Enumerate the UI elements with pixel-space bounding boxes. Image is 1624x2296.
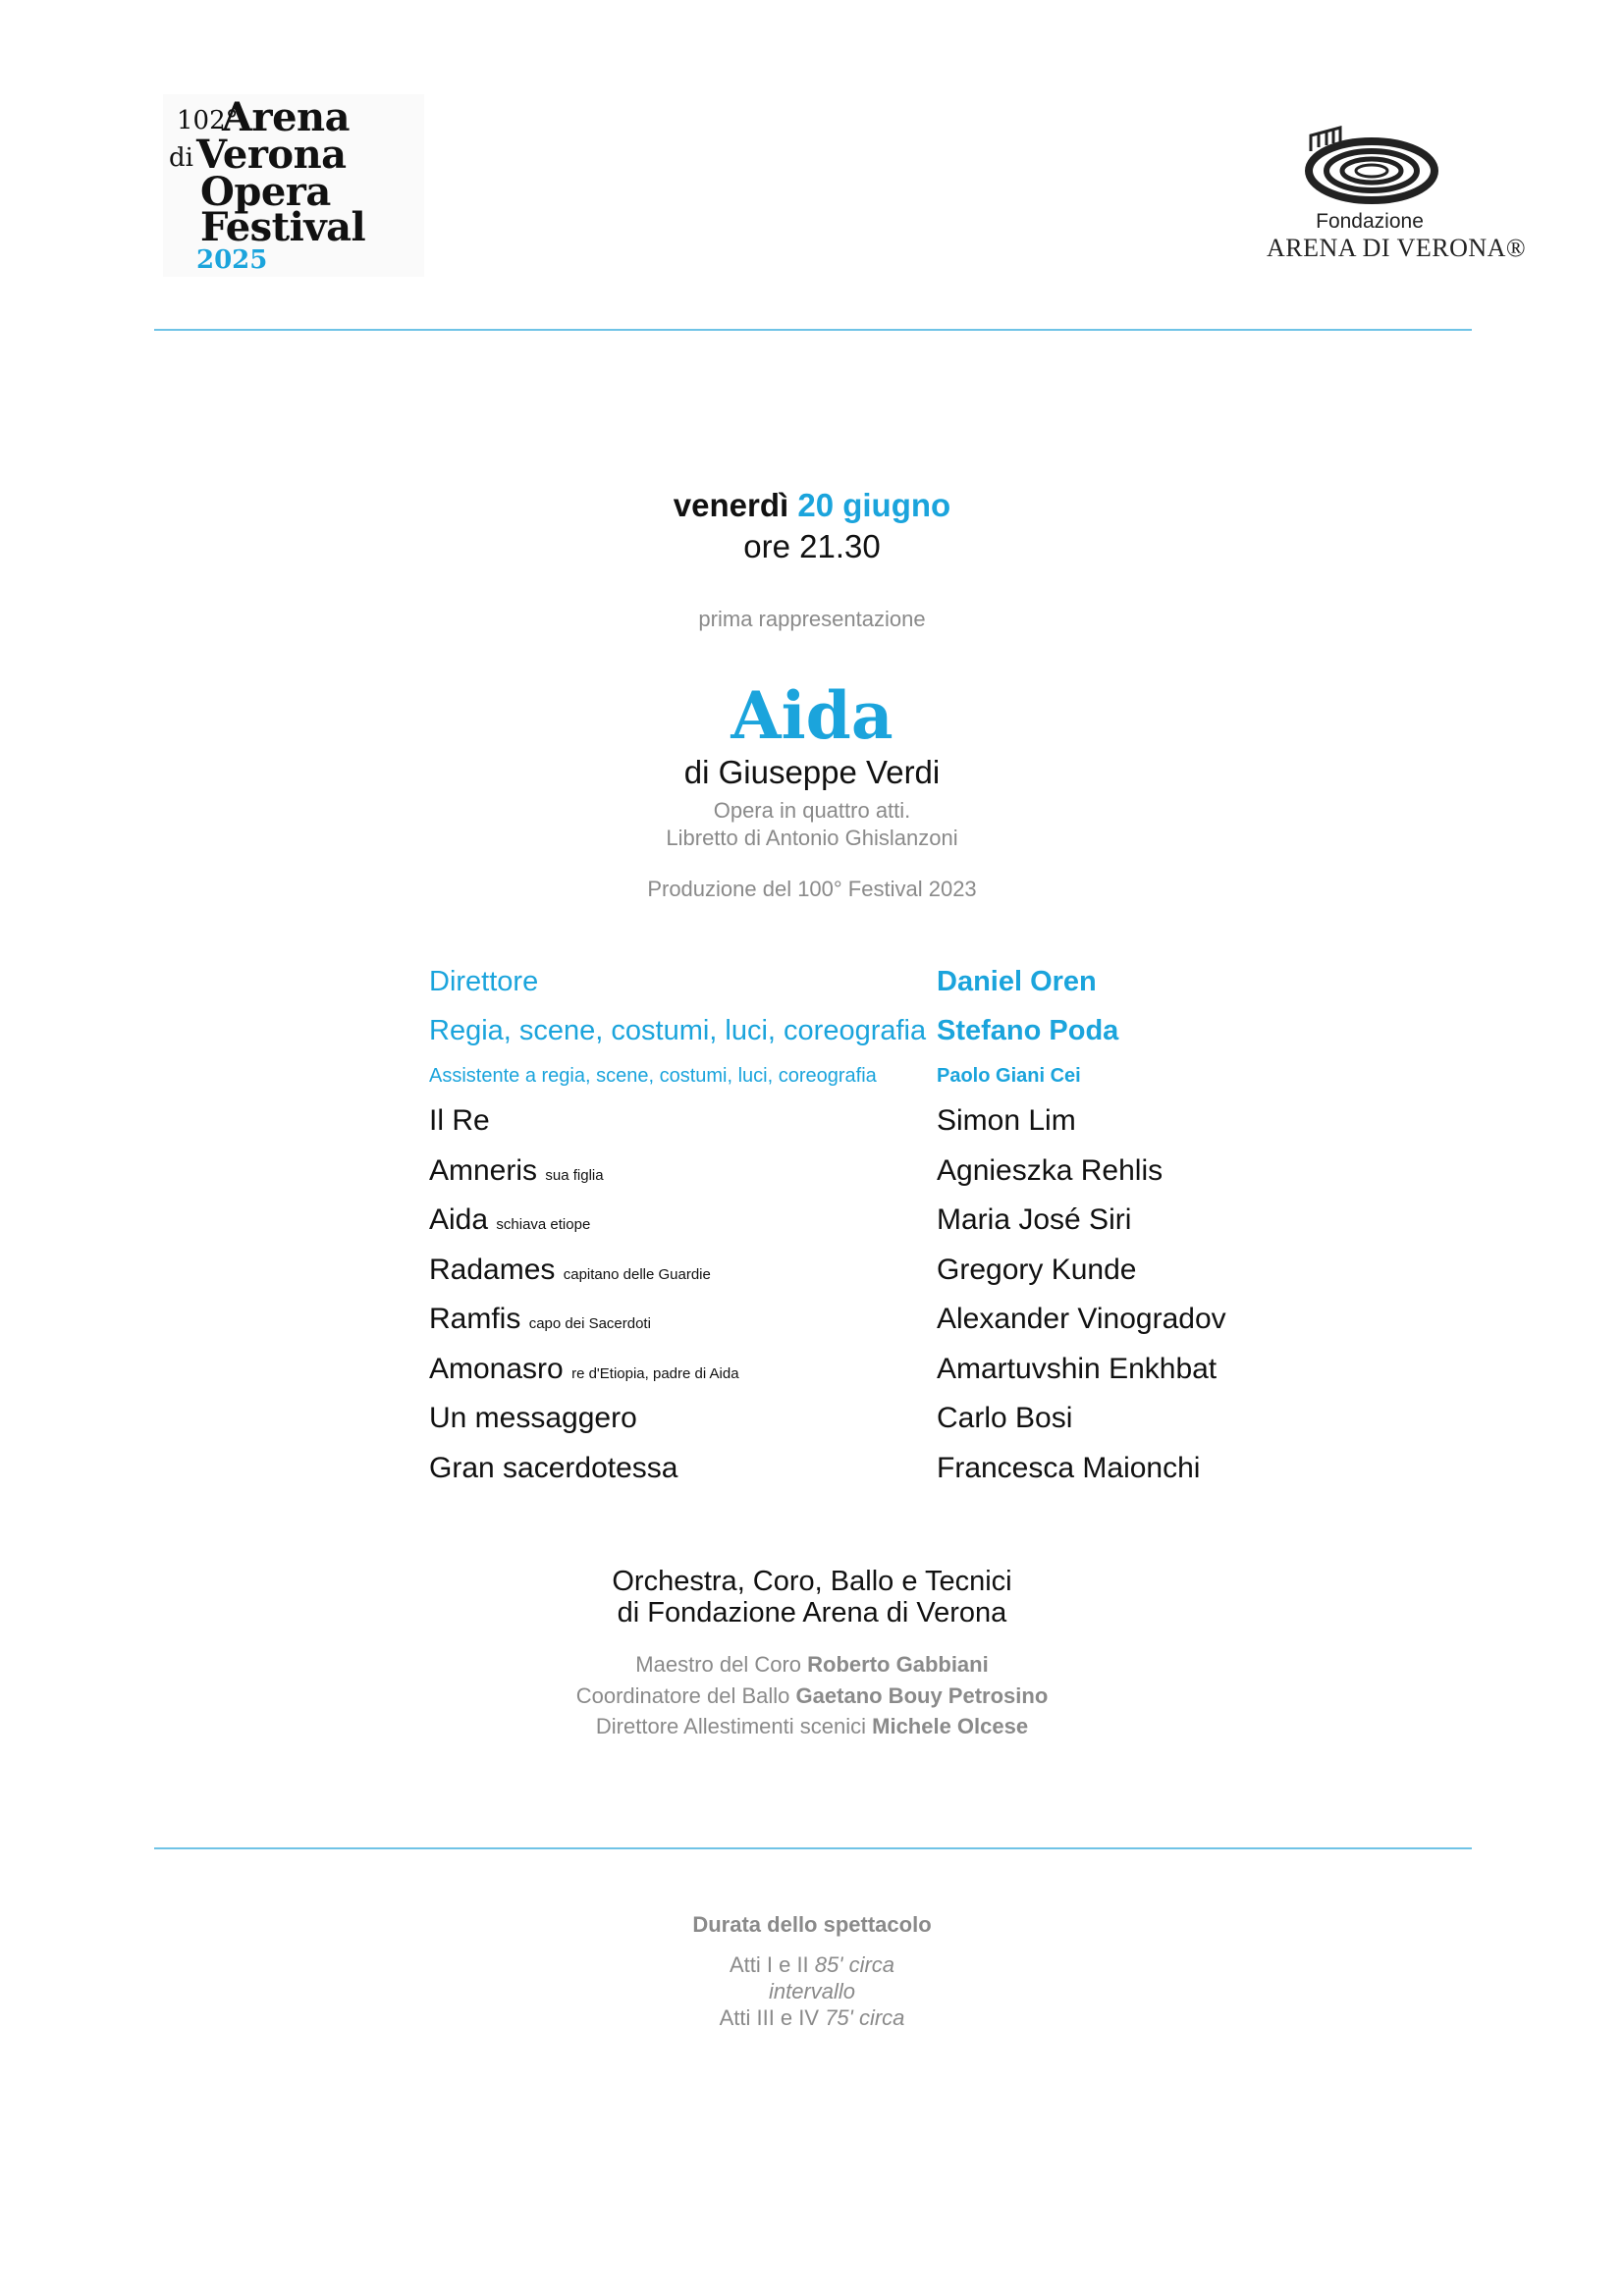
- cast-role-desc: schiava etiope: [496, 1216, 591, 1234]
- cast-name: Francesca Maionchi: [937, 1451, 1201, 1484]
- opera-composer: di Giuseppe Verdi: [683, 754, 941, 790]
- logo-word-verona: Verona: [196, 132, 347, 178]
- logo-word-arena: Arena: [222, 94, 351, 140]
- performance-time: ore 21.30: [743, 528, 881, 564]
- duration-part1: [0, 1951, 1624, 1978]
- cast-name: Maria José Siri: [937, 1203, 1132, 1237]
- cast-role-desc: capo dei Sacerdoti: [528, 1315, 651, 1333]
- cast-row: [429, 1444, 1313, 1494]
- cast-role-name: Ramfis: [429, 1303, 521, 1336]
- staff-name: Roberto Gabbiani: [807, 1652, 989, 1677]
- credit-row: [429, 1055, 1313, 1096]
- opera-title: Aida: [731, 677, 893, 754]
- duration-heading: Durata dello spettacolo: [692, 1912, 932, 1937]
- cast-row: [429, 1096, 1313, 1147]
- cast-role: [429, 1104, 937, 1138]
- top-divider: [154, 329, 1472, 331]
- cast-role: [429, 1353, 937, 1386]
- staff-role: Direttore Allestimenti scenici: [595, 1714, 866, 1738]
- cast-row: [429, 1295, 1313, 1345]
- staff-role: Maestro del Coro: [635, 1652, 802, 1677]
- duration-part2: [0, 2004, 1624, 2031]
- performance-note: prima rappresentazione: [698, 607, 926, 631]
- logo-word-opera: Opera: [200, 169, 331, 215]
- duration-interval-label: intervallo: [768, 1979, 856, 2003]
- staff-row: [0, 1649, 1624, 1681]
- cast-row: [429, 1246, 1313, 1296]
- cast-name: Simon Lim: [937, 1104, 1076, 1138]
- logo-word-di: di: [169, 143, 193, 173]
- credit-row: [429, 1006, 1313, 1055]
- credit-row: [429, 957, 1313, 1006]
- logo-year: 2025: [196, 245, 268, 275]
- weekday: venerdì: [673, 487, 789, 523]
- cast-role: [429, 1154, 937, 1188]
- cast-role-name: Aida: [429, 1203, 489, 1237]
- staff-row: [0, 1711, 1624, 1742]
- credit-name: Stefano Poda: [937, 1014, 1119, 1046]
- cast-row: [429, 1394, 1313, 1444]
- cast-name: Amartuvshin Enkhbat: [937, 1352, 1218, 1385]
- ensemble-line1: Orchestra, Coro, Ballo e Tecnici: [612, 1566, 1012, 1597]
- credit-name: Daniel Oren: [937, 965, 1097, 997]
- cast-name: Carlo Bosi: [937, 1402, 1073, 1435]
- credit-role: Regia, scene, costumi, luci, coreografia: [429, 1014, 927, 1046]
- cast-role-name: Radames: [429, 1253, 556, 1286]
- cast-role-name: Amonasro: [429, 1352, 564, 1385]
- credit-role: Assistente a regia, scene, costumi, luci, coreografia: [429, 1064, 877, 1087]
- cast-name: Agnieszka Rehlis: [937, 1153, 1164, 1187]
- duration-part2-time: 75' circa: [825, 2005, 905, 2030]
- opera-description-line2: Libretto di Antonio Ghislanzoni: [666, 826, 958, 850]
- opera-description: [0, 797, 1624, 852]
- ensemble-line2: di Fondazione Arena di Verona: [617, 1597, 1007, 1629]
- cast-role: [429, 1303, 937, 1336]
- opera-production: Produzione del 100° Festival 2023: [647, 877, 977, 901]
- bottom-divider: [154, 1847, 1472, 1849]
- foundation-name: ARENA DI VERONA®: [1267, 234, 1527, 262]
- cast-role: [429, 1452, 937, 1485]
- festival-logo: [163, 94, 424, 277]
- cast-role: [429, 1203, 937, 1237]
- cast-role-desc: sua figlia: [545, 1166, 604, 1184]
- cast-name: Alexander Vinogradov: [937, 1303, 1226, 1336]
- staff-role: Coordinatore del Ballo: [575, 1682, 790, 1708]
- foundation-logo: [1267, 122, 1527, 279]
- credit-name: Paolo Giani Cei: [937, 1064, 1081, 1087]
- arena-amphitheatre-icon: [1301, 122, 1438, 204]
- cast-role-name: Gran sacerdotessa: [429, 1451, 678, 1484]
- foundation-label: Fondazione: [1316, 210, 1424, 233]
- duration-interval: [0, 1978, 1624, 2004]
- cast-role-desc: re d'Etiopia, padre di Aida: [571, 1364, 739, 1382]
- duration-part2-label: Atti III e IV: [719, 2005, 820, 2030]
- duration-part1-label: Atti I e II: [729, 1952, 809, 1977]
- staff-name: Gaetano Bouy Petrosino: [795, 1682, 1049, 1708]
- logo-word-festival: Festival: [200, 204, 366, 250]
- staff-name: Michele Olcese: [872, 1714, 1029, 1738]
- staff-row: [0, 1681, 1624, 1712]
- cast-row: [429, 1196, 1313, 1246]
- cast-role: [429, 1402, 937, 1435]
- credits-list: [429, 957, 1313, 1493]
- duration-details: [0, 1951, 1624, 2031]
- cast-role-name: Il Re: [429, 1104, 490, 1138]
- cast-role-name: Un messaggero: [429, 1402, 637, 1435]
- cast-row: [429, 1147, 1313, 1197]
- performance-date: [0, 487, 1624, 524]
- staff-list: [0, 1649, 1624, 1742]
- ensemble: [0, 1566, 1624, 1629]
- cast-role-desc: capitano delle Guardie: [563, 1265, 711, 1283]
- cast-role-name: Amneris: [429, 1153, 538, 1187]
- cast-row: [429, 1345, 1313, 1395]
- cast-role: [429, 1254, 937, 1287]
- cast-name: Gregory Kunde: [937, 1253, 1137, 1286]
- credit-role: Direttore: [429, 965, 539, 997]
- opera-description-line1: Opera in quattro atti.: [713, 798, 911, 823]
- logo-edition: 102°: [177, 106, 239, 135]
- duration-part1-time: 85' circa: [814, 1952, 895, 1977]
- date: 20 giugno: [797, 487, 951, 523]
